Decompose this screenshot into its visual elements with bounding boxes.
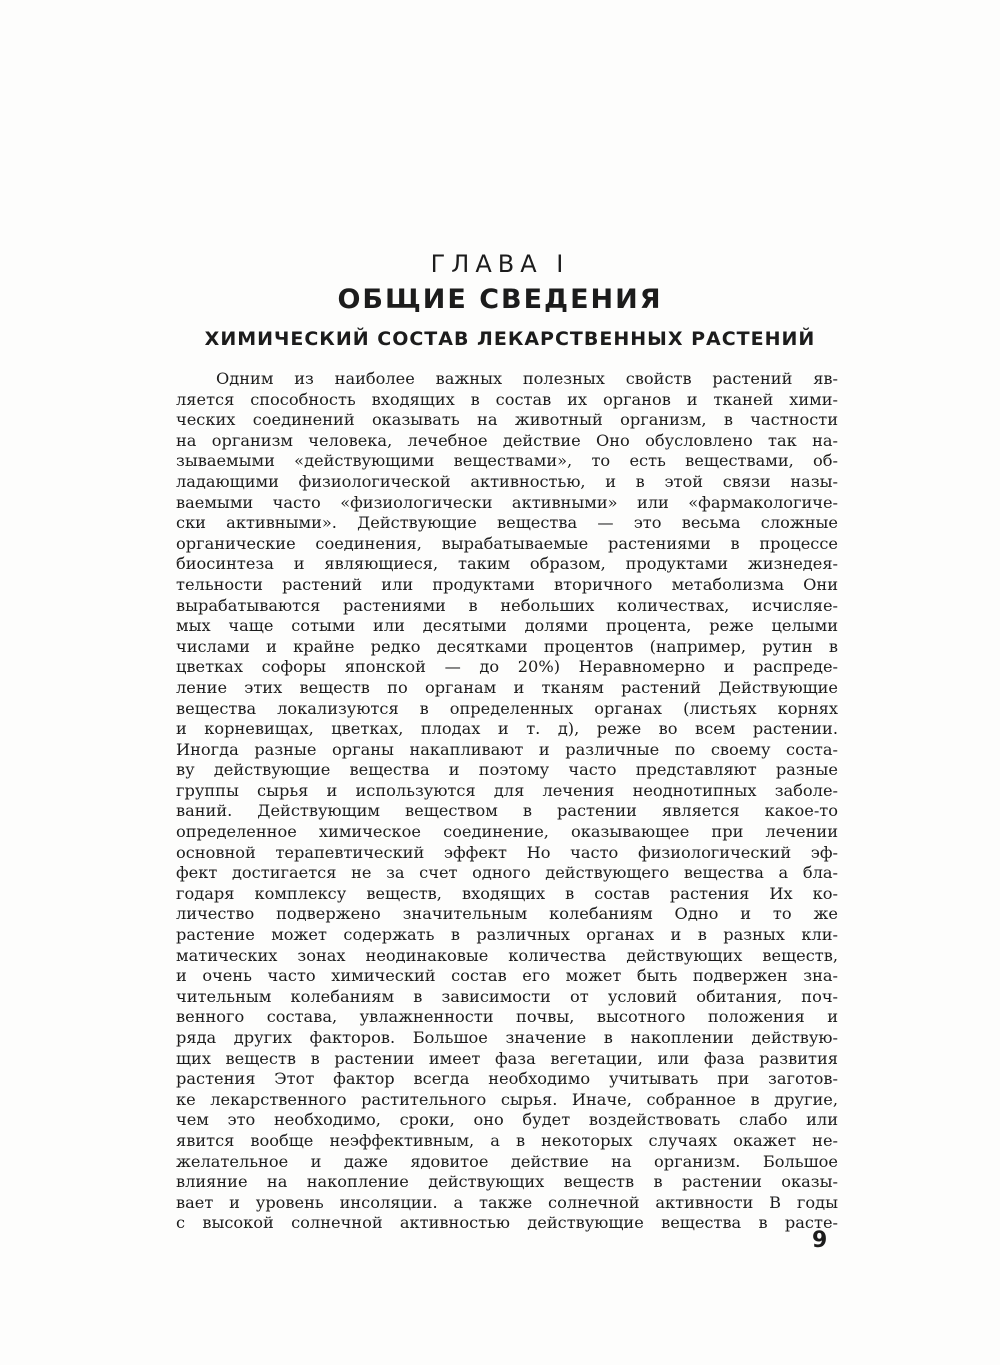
text-line: группы сырья и используются для лечения неоднотипных заболе- <box>176 780 838 800</box>
text-line: ладающими физиологической активностью, и в этой связи назы- <box>176 471 838 491</box>
text-line: цветках софоры японской — до 20%) Неравномерно и распреде- <box>176 657 838 677</box>
text-line: желательное и даже ядовитое действие на организм. Большое <box>176 1151 838 1171</box>
text-line: ваемыми часто «физиологически активными» или «фармакологиче- <box>176 492 838 512</box>
text-line: щих веществ в растении имеет фаза вегетации, или фаза развития <box>176 1048 838 1068</box>
text-line: и очень часто химический состав его может быть подвержен зна- <box>176 966 838 986</box>
text-line: тельности растений или продуктами вторичного метаболизма Они <box>176 574 838 594</box>
text-line: фект достигается не за счет одного действующего вещества а бла- <box>176 863 838 883</box>
text-line: органические соединения, вырабатываемые растениями в процессе <box>176 533 838 553</box>
text-line: определенное химическое соединение, оказывающее при лечении <box>176 822 838 842</box>
section-title: ХИМИЧЕСКИЙ СОСТАВ ЛЕКАРСТВЕННЫХ РАСТЕНИЙ <box>204 328 816 350</box>
text-line: ваний. Действующим веществом в растении является какое-то <box>176 801 838 821</box>
text-line: зываемыми «действующими веществами», то есть веществами, об- <box>176 451 838 471</box>
text-line: ски активными». Действующие вещества — это весьма сложные <box>176 513 838 533</box>
text-line: биосинтеза и являющиеся, таким образом, продуктами жизнедея- <box>176 554 838 574</box>
text-line: вещества локализуются в определенных органах (листьях корнях <box>176 698 838 718</box>
text-line: чительным колебаниям в зависимости от условий обитания, поч- <box>176 986 838 1006</box>
text-line: личество подвержено значительным колебаниям Одно и то же <box>176 904 838 924</box>
page-number: 9 <box>812 1228 828 1253</box>
text-line: ление этих веществ по органам и тканям растений Действующие <box>176 677 838 697</box>
text-line: растения Этот фактор всегда необходимо учитывать при заготов- <box>176 1069 838 1089</box>
body-text <box>176 369 838 1234</box>
text-line: вырабатываются растениями в небольших количествах, исчисляе- <box>176 595 838 615</box>
text-line: числами и крайне редко десятками процентов (например, рутин в <box>176 636 838 656</box>
text-line: явится вообще неэффективным, а в некоторых случаях окажет не- <box>176 1130 838 1150</box>
text-line: Одним из наиболее важных полезных свойств растений яв- <box>216 369 838 388</box>
text-line: ке лекарственного растительного сырья. Иначе, собранное в другие, <box>176 1089 838 1109</box>
text-line: с высокой солнечной активностью действующие вещества в расте- <box>176 1213 838 1233</box>
text-line: мых чаще сотыми или десятыми долями процента, реже целыми <box>176 616 838 636</box>
text-line: основной терапевтический эффект Но часто физиологический эф- <box>176 842 838 862</box>
text-line: и корневищах, цветках, плодах и т. д), реже во всем растении. <box>176 719 838 739</box>
chapter-label: ГЛАВА I <box>430 250 570 278</box>
text-line: растение может содержать в различных органах и в разных кли- <box>176 925 838 945</box>
chapter-title: ОБЩИЕ СВЕДЕНИЯ <box>337 284 663 315</box>
text-line: ряда других факторов. Большое значение в накоплении действую- <box>176 1028 838 1047</box>
text-line: венного состава, увлажненности почвы, высотного положения и <box>176 1007 838 1027</box>
text-line: влияние на накопление действующих веществ в растении оказы- <box>176 1172 838 1192</box>
text-line: Иногда разные органы накапливают и различные по своему соста- <box>176 739 838 759</box>
text-line: чем это необходимо, сроки, оно будет воздействовать слабо или <box>176 1110 838 1130</box>
text-line: на организм человека, лечебное действие Оно обусловлено так на- <box>176 430 838 450</box>
text-line: ву действующие вещества и поэтому часто представляют разные <box>176 760 838 780</box>
text-line: ляется способность входящих в состав их органов и тканей хими- <box>176 389 838 409</box>
text-line: вает и уровень инсоляции. а также солнечной активности В годы <box>176 1192 838 1212</box>
text-line: годаря комплексу веществ, входящих в состав растения Их ко- <box>176 883 838 903</box>
text-line: ческих соединений оказывать на животный организм, в частности <box>176 410 838 430</box>
text-line: матических зонах неодинаковые количества действующих веществ, <box>176 945 838 965</box>
